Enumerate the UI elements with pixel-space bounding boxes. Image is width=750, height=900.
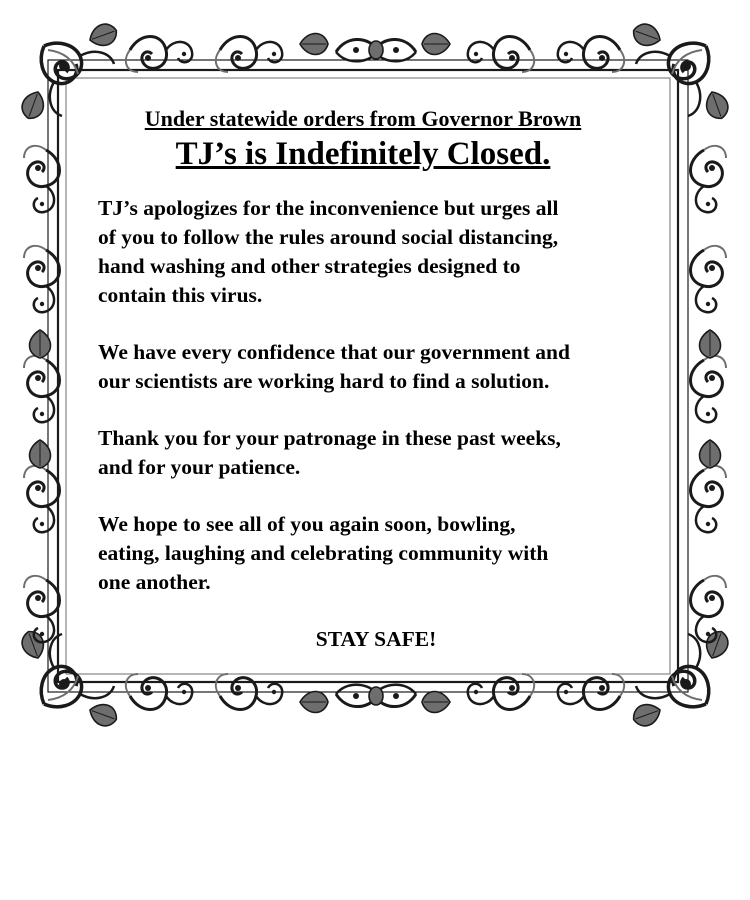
text-line: Thank you for your patronage in these past weeks, — [98, 426, 561, 450]
paragraph-apology — [98, 194, 658, 310]
closure-notice — [98, 104, 658, 654]
paragraph-hope — [98, 510, 658, 597]
text-line: eating, laughing and celebrating community with — [98, 541, 549, 565]
text-line: of you to follow the rules around social distancing, — [98, 225, 559, 249]
text-line: one another. — [98, 570, 211, 594]
text-line: We have every confidence that our government and — [98, 340, 570, 364]
text-line: hand washing and other strategies designed to — [98, 254, 521, 278]
paragraph-confidence — [98, 338, 658, 396]
notice-subtitle: Under statewide orders from Governor Brown — [144, 106, 582, 131]
notice-title: TJ’s is Indefinitely Closed. — [175, 136, 551, 172]
text-line: and for your patience. — [98, 455, 301, 479]
text-line: contain this virus. — [98, 283, 263, 307]
paragraph-thanks — [98, 424, 658, 482]
text-line: TJ’s apologizes for the inconvenience but urges all — [98, 196, 559, 220]
text-line: our scientists are working hard to find a solution. — [98, 369, 550, 393]
text-line: We hope to see all of you again soon, bowling, — [98, 512, 516, 536]
closing-line: STAY SAFE! — [315, 627, 437, 651]
